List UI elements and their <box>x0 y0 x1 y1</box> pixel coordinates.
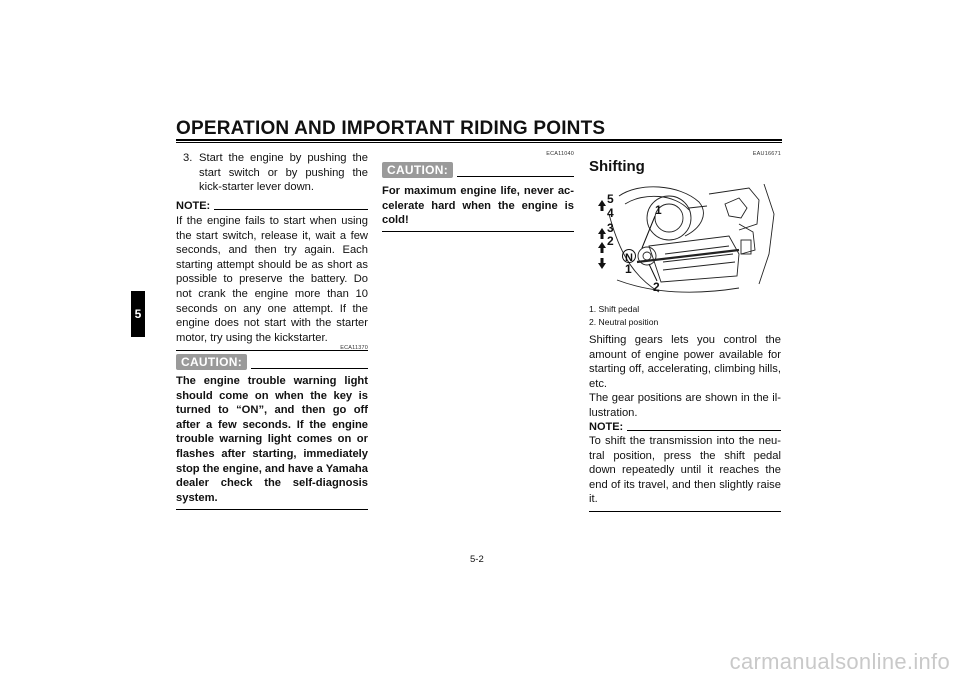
page-number: 5-2 <box>470 554 484 565</box>
caution-end-rule <box>176 509 368 510</box>
gear-label-3: 3 <box>607 221 614 235</box>
callout-1: 1 <box>655 203 662 217</box>
body-paragraph-1: Shifting gears lets you control the amount of engine power available for starting off, accelerating, climbing hills, etc. <box>589 334 781 390</box>
step-number: 3. <box>183 152 193 164</box>
gear-label-1: 1 <box>625 262 632 276</box>
chapter-tab <box>131 291 145 337</box>
gear-label-2: 2 <box>607 234 614 248</box>
note-end-rule <box>589 511 781 512</box>
caution-text: The engine trouble warning light should come on when the key is turned to “ON”, and then go off after a few seconds. If the engine trouble warning light comes on or flashes after starting, immediately stop the engine, and have a Yamaha dealer check the self-diagnosis system. <box>176 375 368 504</box>
figure-captions <box>589 303 781 329</box>
caution-badge: CAUTION: <box>382 162 453 178</box>
note-rule <box>214 209 368 210</box>
shift-pedal-figure <box>589 184 781 300</box>
shift-pedal-illustration <box>589 184 781 300</box>
page-title: OPERATION AND IMPORTANT RIDING POINTS <box>176 118 606 139</box>
caution-rule <box>457 176 574 177</box>
caution-block-2 <box>382 151 574 232</box>
shifting-body <box>589 333 781 421</box>
callout-2: 2 <box>653 280 660 294</box>
header-rule <box>176 139 782 141</box>
header-rule-thin <box>176 142 782 143</box>
section-ref: EAU16671 <box>752 151 781 157</box>
note-label: NOTE: <box>176 200 211 212</box>
watermark: carmanualsonline.info <box>729 649 950 674</box>
note-block-1 <box>176 200 368 351</box>
gear-label-4: 4 <box>607 206 614 220</box>
caution-end-rule <box>382 231 574 232</box>
caution-ref: ECA11370 <box>340 345 368 351</box>
caution-ref: ECA11040 <box>546 151 574 157</box>
caution-rule <box>251 368 368 369</box>
shifting-section <box>589 151 781 175</box>
gear-label-5: 5 <box>607 192 614 206</box>
note-label: NOTE: <box>589 421 624 433</box>
step-3 <box>176 151 368 195</box>
caution-block-1 <box>176 345 368 510</box>
caption-1: 1. Shift pedal <box>589 304 640 314</box>
caption-2: 2. Neutral position <box>589 317 659 327</box>
note-text: If the engine fails to start when using the start switch, release it, wait a few seconds, and then try again. Each starting attempt should be as short as possible to preserve the battery. Do not crank the engine more than 10 seconds on any one attempt. If the engine does not start with the starter motor, try using the kickstarter. <box>176 215 368 344</box>
note-block-2 <box>589 421 781 512</box>
section-heading: Shifting <box>589 158 645 175</box>
caution-badge: CAUTION: <box>176 354 247 370</box>
step-text: Start the engine by pushing the start switch or by pushing the kick-starter lever down. <box>199 152 368 194</box>
body-paragraph-2: The gear positions are shown in the il-lustration. <box>589 392 781 419</box>
note-rule <box>627 430 781 431</box>
note-text: To shift the transmission into the neu-tral position, press the shift pedal down repeatedly until it reaches the end of its travel, and then slightly raise it. <box>589 435 781 506</box>
caution-text: For maximum engine life, never ac-celerate hard when the engine is cold! <box>382 185 574 227</box>
gear-label-n: N <box>625 252 633 264</box>
chapter-tab-label: 5 <box>134 307 142 321</box>
